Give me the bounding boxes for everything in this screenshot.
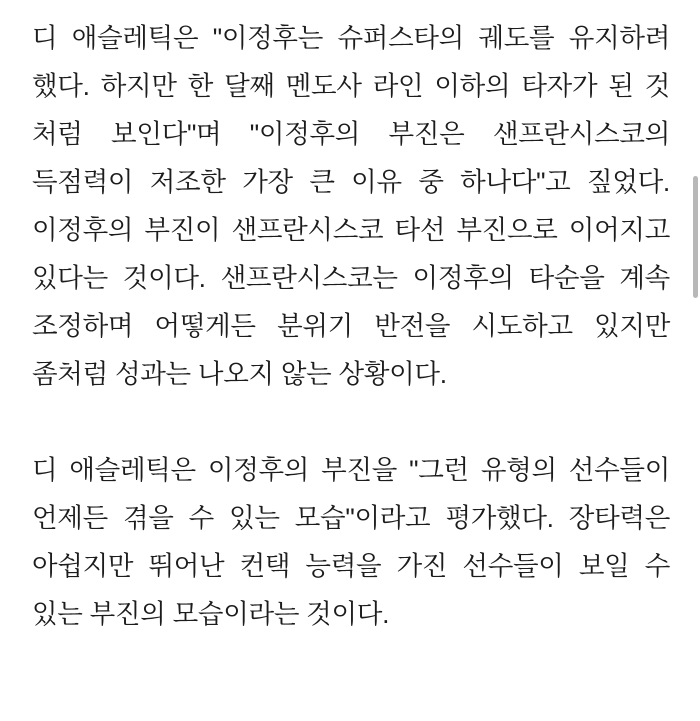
article-paragraph-2: 디 애슬레틱은 이정후의 부진을 "그런 유형의 선수들이 언제든 겪을 수 있는 모습"이라고 평가했다. 장타력은 아쉽지만 뛰어난 컨택 능력을 가진 선수들이 보일 수 있는 부진의 모습이라는 것이다.	[32, 455, 670, 629]
vertical-scrollbar[interactable]	[694, 0, 700, 721]
article-paragraph-1: 디 애슬레틱은 "이정후는 슈퍼스타의 궤도를 유지하려 했다. 하지만 한 달째 멘도사 라인 이하의 타자가 된 것 처럼 보인다"며 "이정후의 부진은 샌프란시스코의 득점력이 저조한 가장 큰 이유 중 하나다"고 짚었다. 이정후의 부진이 샌프란시스코 타선 부진으로 이어지고 있다는 것이다. 샌프란시스코는 이정후의 타순을 계속 조정하며 어떻게든 분위기 반전을 시도하고 있지만 좀처럼 성과는 나오지 않는 상황이다.	[32, 23, 670, 389]
scrollbar-thumb[interactable]	[693, 176, 698, 298]
